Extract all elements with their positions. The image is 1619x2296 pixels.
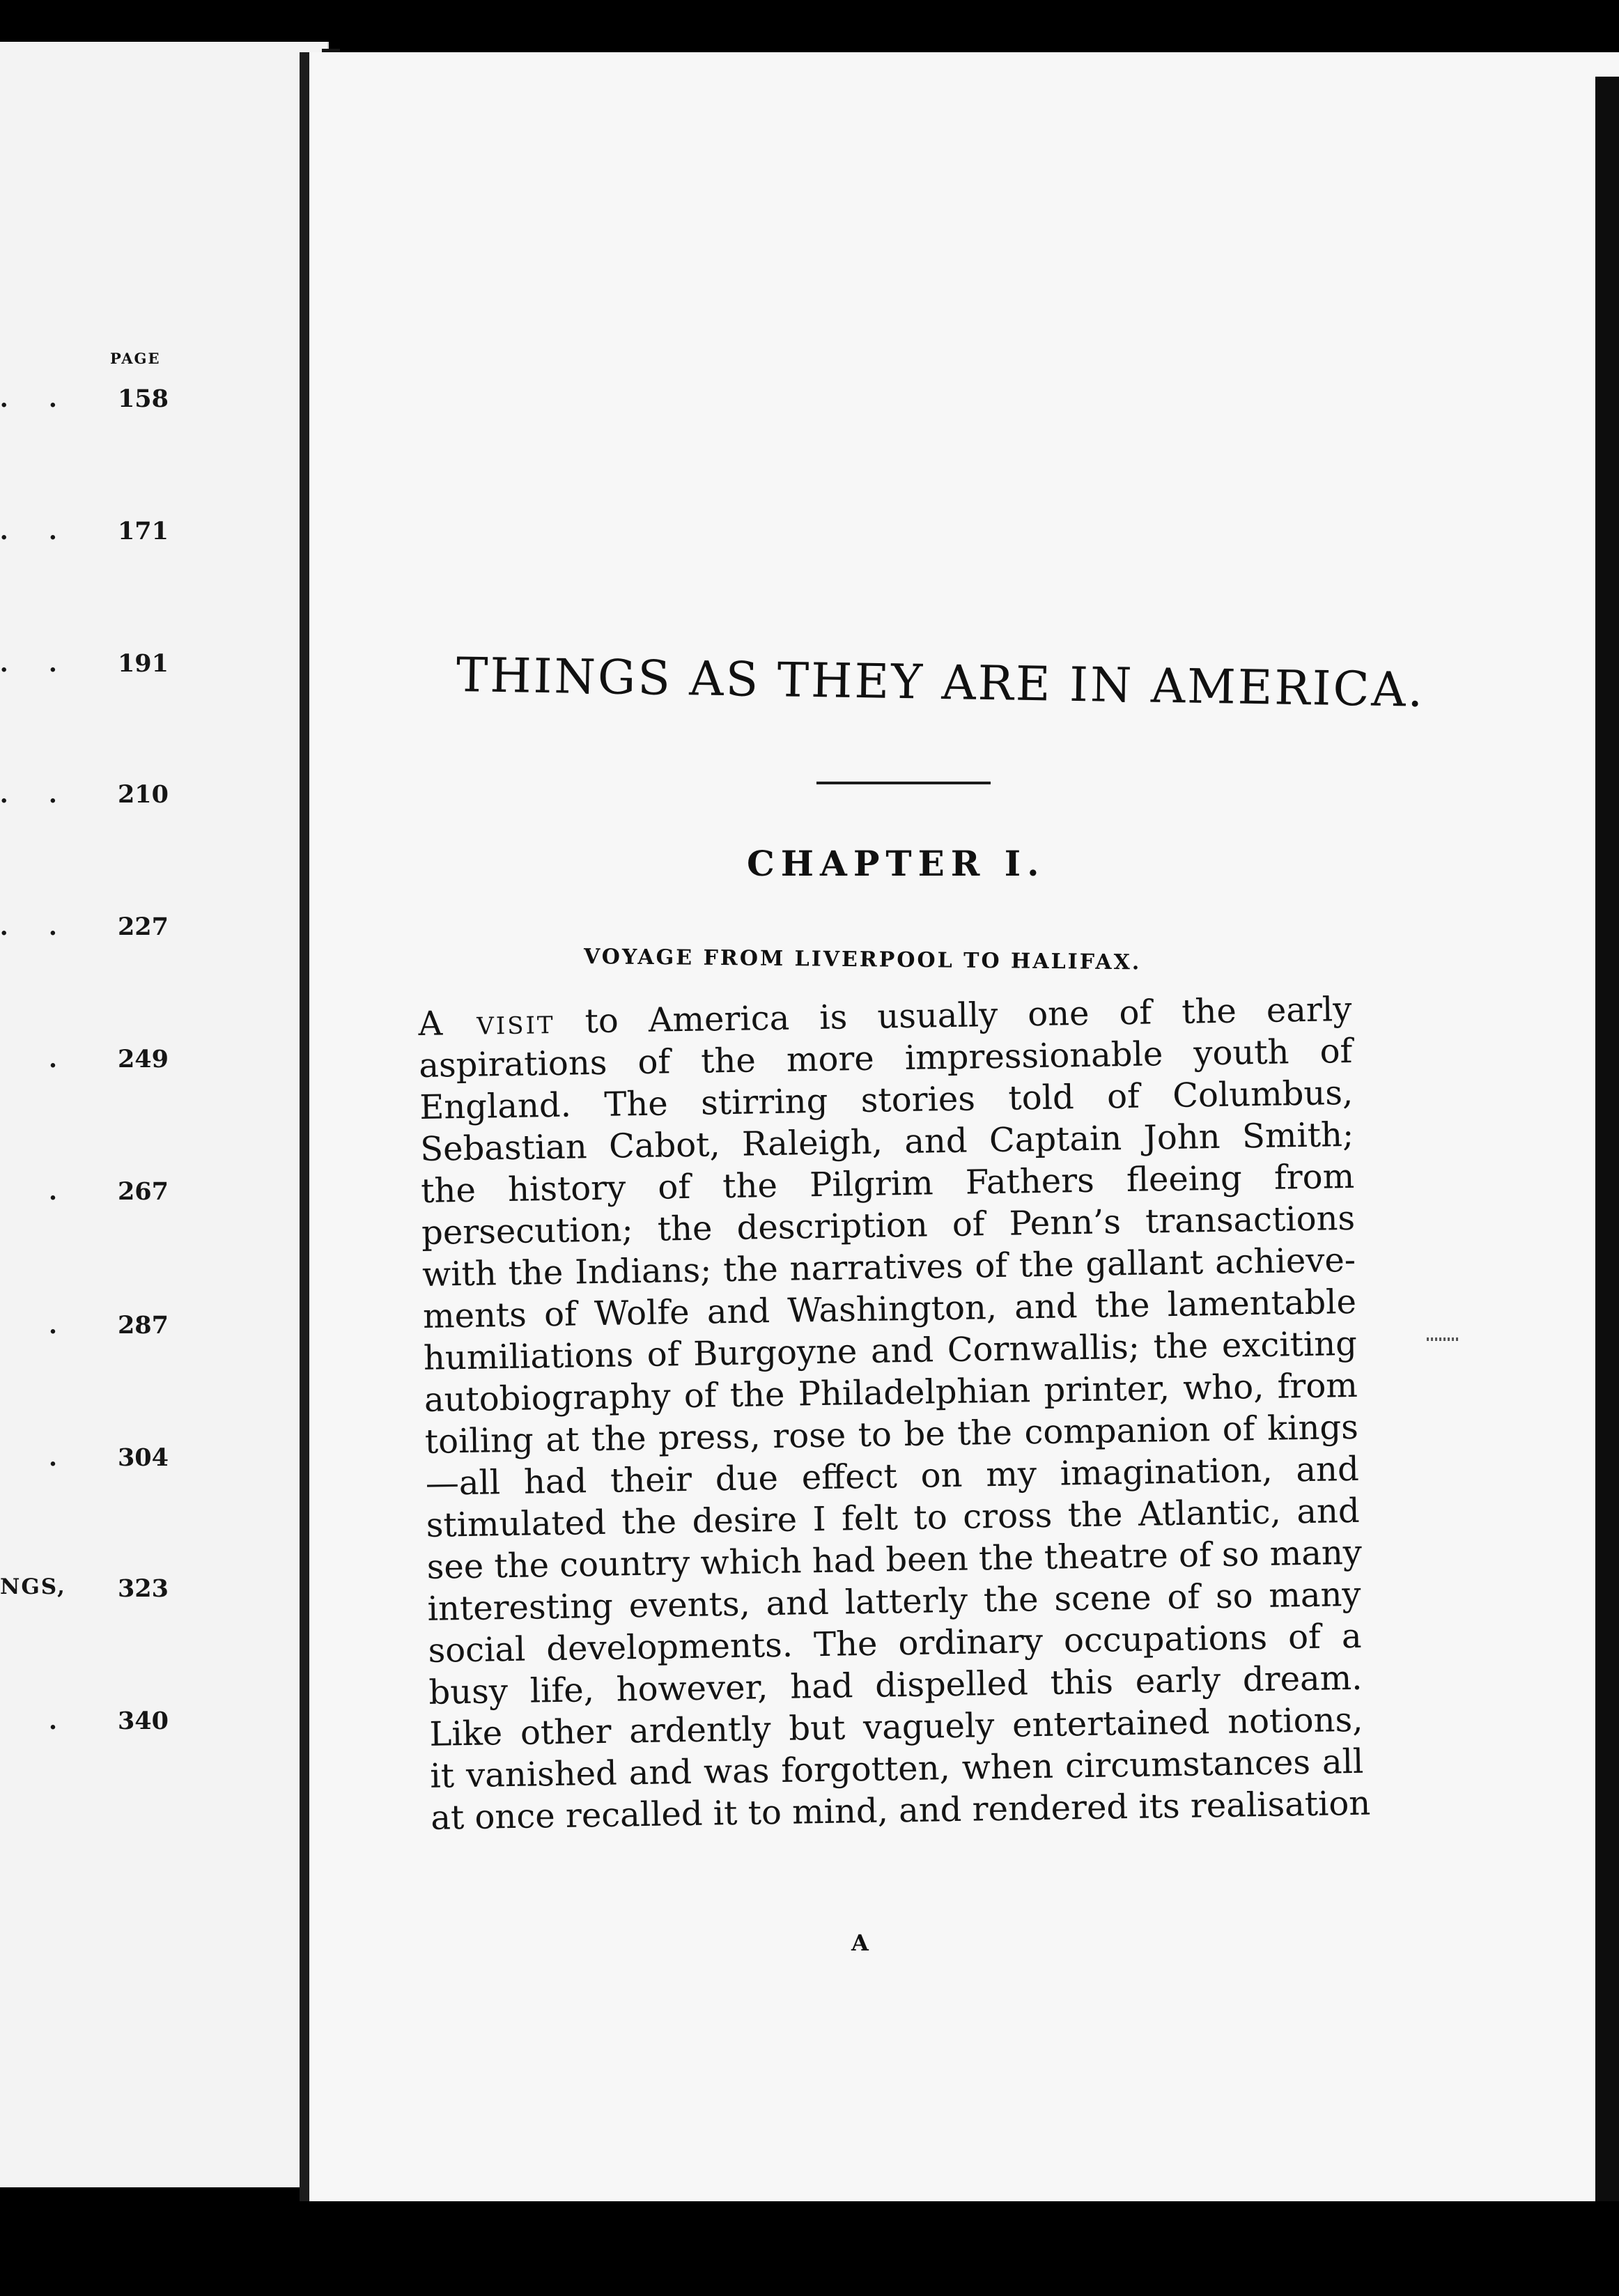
toc-entry (0, 913, 174, 947)
text-line-rest: to America is usually one of the early (555, 989, 1352, 1041)
text-line: stimulated the desire I felt to cross the Atlantic, and (426, 1491, 1361, 1545)
toc-entry (0, 1443, 174, 1478)
toc-entry (0, 385, 174, 419)
toc-leader-dots: .. (0, 913, 98, 941)
toc-entry (0, 1574, 174, 1609)
title-rule (816, 782, 991, 784)
text-line: autobiography of the Philadelphian printer, who, from (424, 1365, 1358, 1420)
toc-page-number: 210 (117, 780, 169, 809)
text-line: humiliations of Burgoyne and Cornwallis; the exciting (423, 1324, 1358, 1378)
toc-leader-dots: . (48, 1311, 98, 1340)
text-line: it vanished and was forgotten, when circumstances all (429, 1742, 1364, 1796)
text-line: interesting events, and latterly the scene of so many (427, 1574, 1361, 1629)
toc-page-number: 267 (117, 1177, 169, 1206)
text-line: Sebastian Cabot, Raleigh, and Captain John Smith; (419, 1115, 1354, 1169)
toc-page-number: 191 (117, 649, 169, 678)
text-line: toiling at the press, rose to be the companion of kings (424, 1407, 1359, 1461)
toc-leader-dots: .. (0, 780, 98, 809)
text-line: social developments. The ordinary occupations of a (428, 1616, 1362, 1670)
toc-leader-dots: . (48, 1177, 98, 1206)
signature-mark: A (851, 1930, 869, 1956)
text-line: busy life, however, had dispelled this early dream. (428, 1658, 1363, 1712)
toc-page-number: 287 (117, 1311, 169, 1340)
opening-small-caps: A visit (418, 1002, 556, 1044)
toc-page-heading: PAGE (110, 350, 161, 367)
chapter-heading: CHAPTER I. (747, 843, 1046, 884)
toc-leader-dots: .. (0, 649, 98, 678)
scan-bottom-border (0, 2201, 1619, 2296)
toc-entry (0, 649, 174, 684)
toc-entry (0, 517, 174, 552)
book-title: THINGS AS THEY ARE IN AMERICA. (456, 648, 1425, 718)
text-line: —all had their due effect on my imagination, and (425, 1449, 1360, 1503)
text-line: aspirations of the more impressionable youth of (418, 1031, 1353, 1085)
toc-page-number: 249 (117, 1045, 169, 1073)
text-line: Like other ardently but vaguely entertained notions, (429, 1700, 1363, 1754)
toc-entry (0, 1177, 174, 1212)
toc-leader-dots: . (48, 1045, 98, 1073)
text-line: the history of the Pilgrim Fathers fleeing from (420, 1156, 1355, 1211)
toc-page-number: 304 (117, 1443, 169, 1472)
toc-page-number: 340 (117, 1707, 169, 1735)
toc-leader-dots: . (48, 1707, 98, 1735)
text-line: ments of Wolfe and Washington, and the lamentable (422, 1282, 1357, 1336)
toc-page-number: 323 (117, 1574, 169, 1603)
toc-leader-dots: .. (0, 385, 98, 413)
toc-entry (0, 780, 174, 815)
toc-leader-dots: . (48, 1443, 98, 1472)
text-line: with the Indians; the narratives of the gallant achieve- (421, 1240, 1356, 1294)
chapter-body (418, 988, 1371, 1839)
toc-page-number: 227 (117, 913, 169, 941)
text-line: persecution; the description of Penn’s transactions (421, 1198, 1356, 1252)
scan-speck (1427, 1337, 1460, 1341)
chapter-title: VOYAGE FROM LIVERPOOL TO HALIFAX. (583, 945, 1142, 975)
toc-page-number: 171 (117, 517, 169, 545)
left-page (0, 42, 329, 2187)
text-line: England. The stirring stories told of Columbus, (419, 1073, 1354, 1127)
page-edge-shadow (1595, 77, 1619, 2243)
toc-page-number: 158 (117, 385, 169, 413)
toc-entry (0, 1045, 174, 1080)
text-line: see the country which had been the theatre of so many (426, 1533, 1363, 1587)
text-line: at once recalled it to mind, and rendered its realisation (430, 1783, 1371, 1838)
toc-entry (0, 1311, 174, 1346)
toc-leader-dots: .. (0, 517, 98, 545)
toc-entry-fragment: NGS, (0, 1574, 66, 1599)
toc-entry (0, 1707, 174, 1742)
